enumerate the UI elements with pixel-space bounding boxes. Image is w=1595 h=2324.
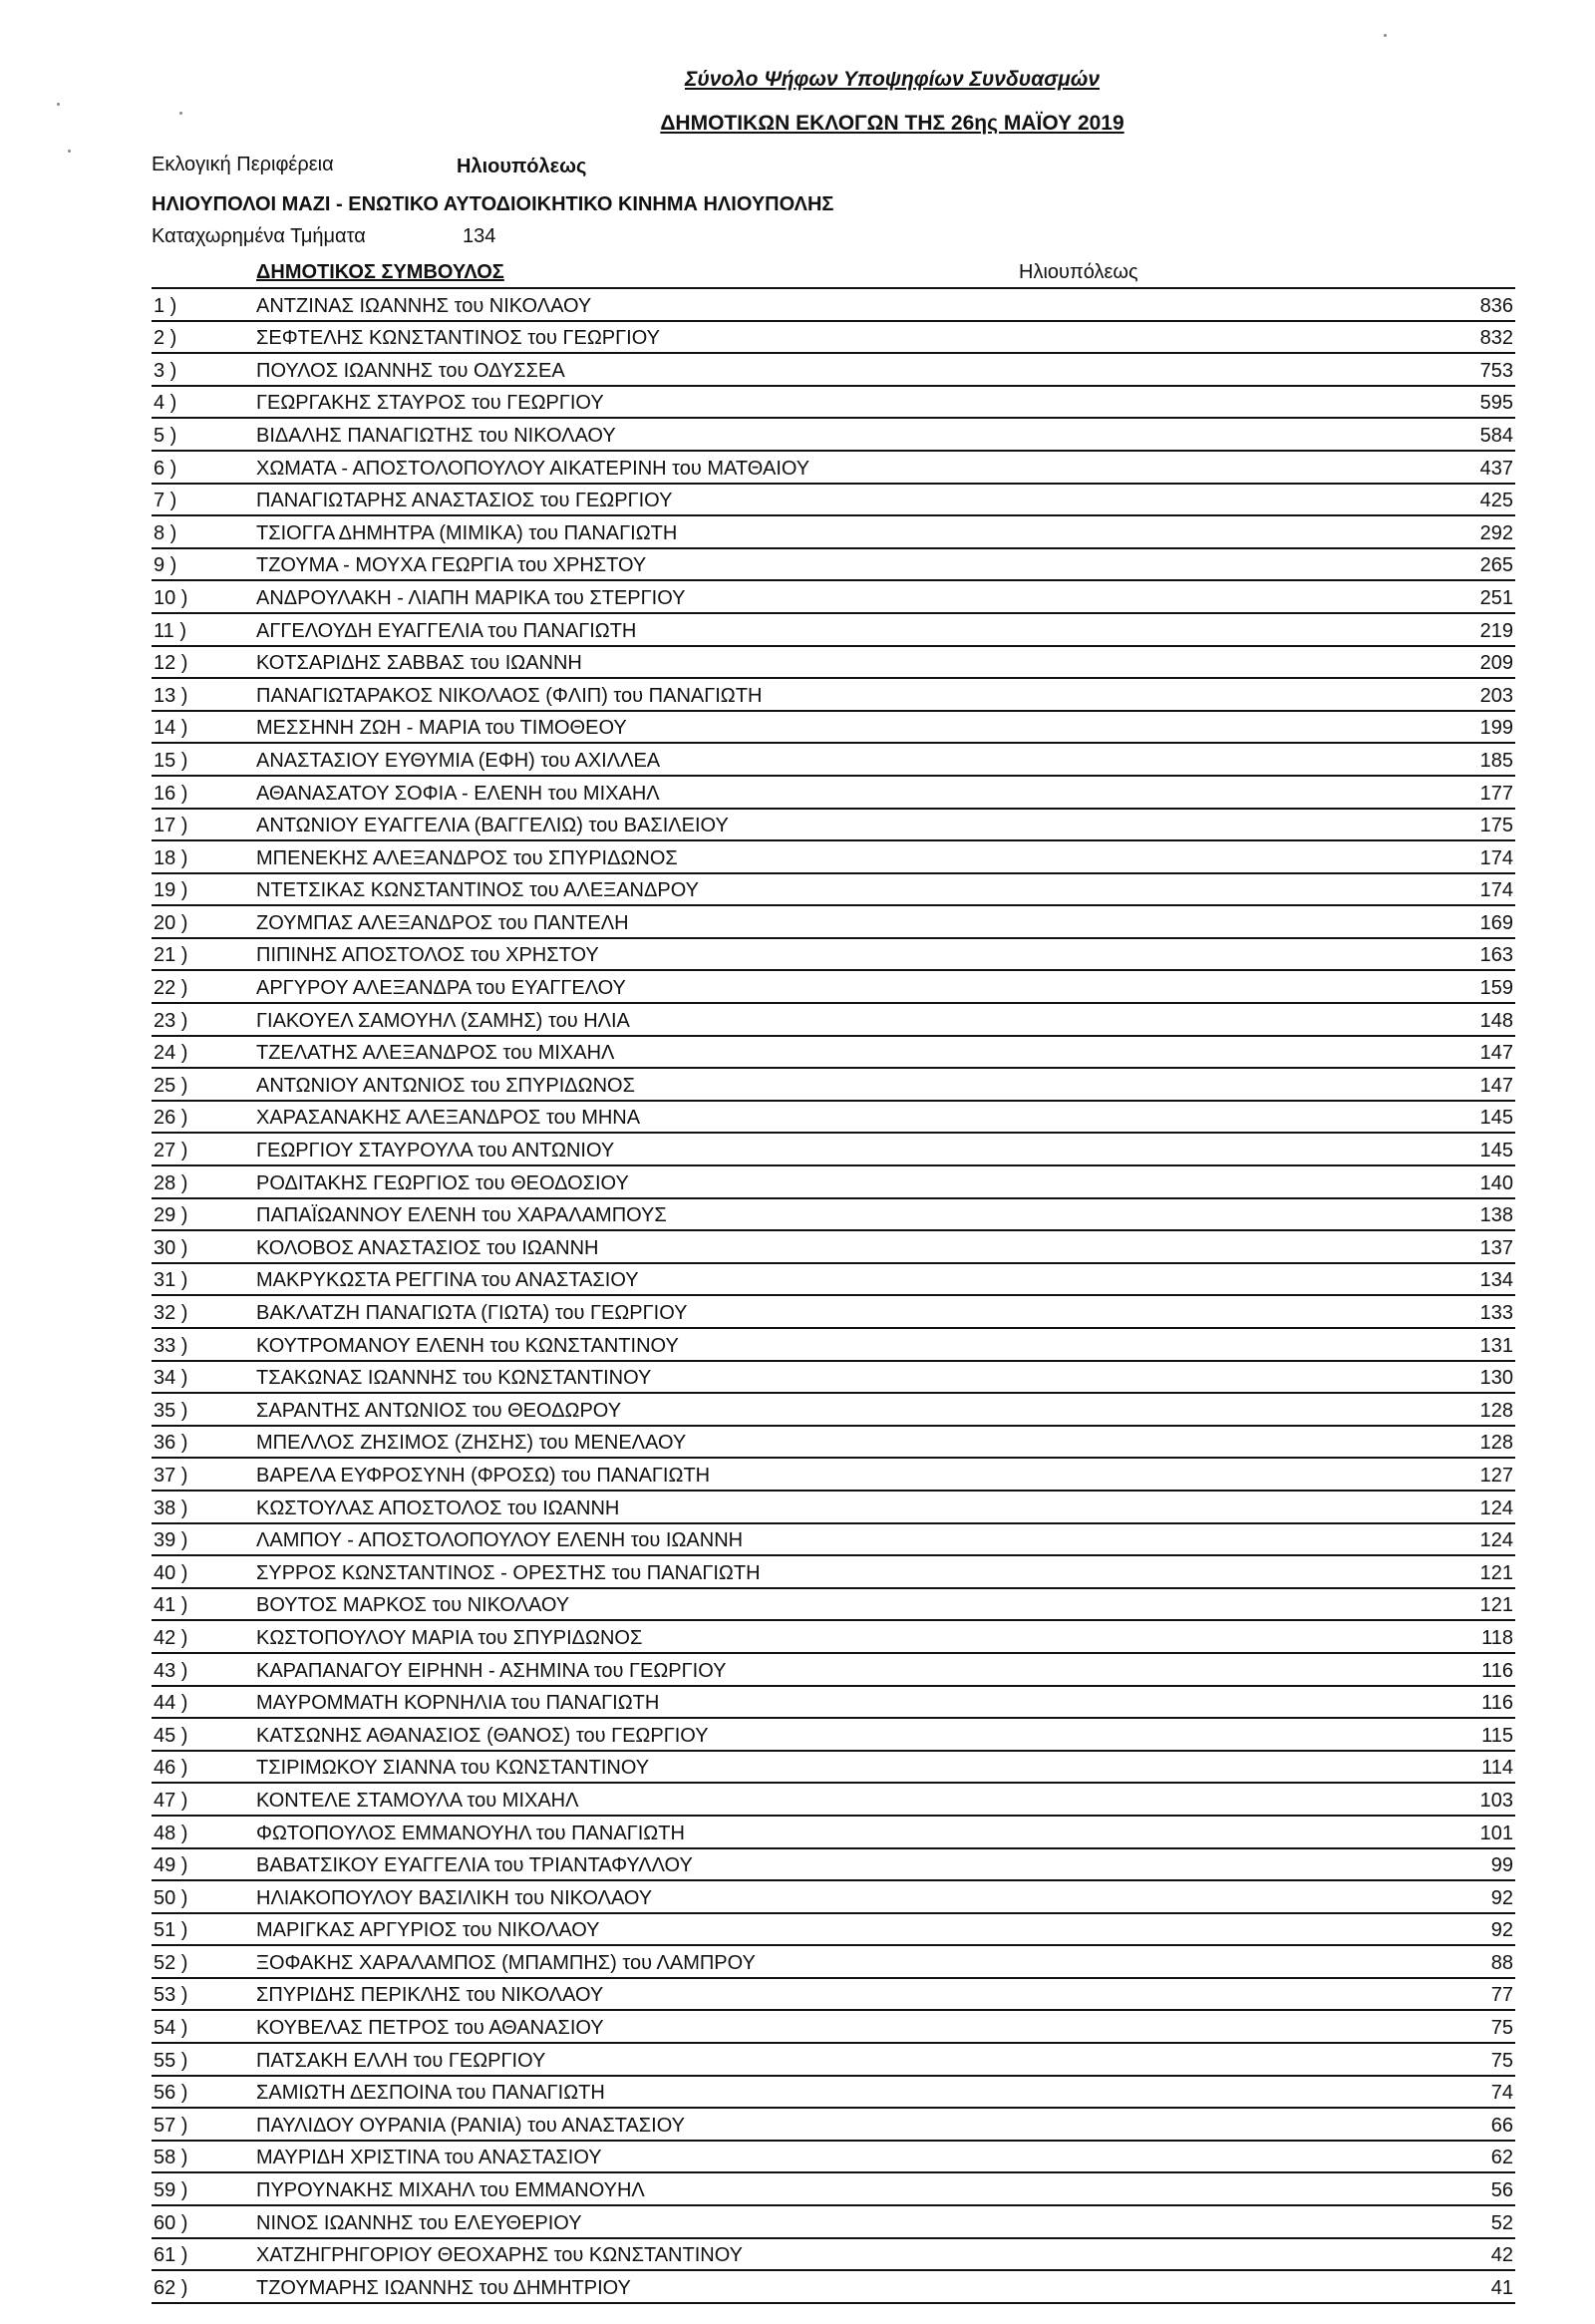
- candidate-name: ΚΑΤΣΩΝΗΣ ΑΘΑΝΑΣΙΟΣ (ΘΑΝΟΣ) του ΓΕΩΡΓΙΟΥ: [256, 1724, 709, 1747]
- vote-count: 174: [1479, 846, 1513, 869]
- table-row: [152, 1134, 1515, 1166]
- table-row: [152, 1264, 1515, 1297]
- row-number: 18 ): [154, 846, 188, 869]
- candidate-table: [152, 289, 1515, 2304]
- candidate-name: ΝΤΕΤΣΙΚΑΣ ΚΩΝΣΤΑΝΤΙΝΟΣ του ΑΛΕΞΑΝΔΡΟΥ: [256, 879, 699, 902]
- candidate-name: ΜΠΕΛΛΟΣ ΖΗΣΙΜΟΣ (ΖΗΣΗΣ) του ΜΕΝΕΛΑΟΥ: [256, 1432, 687, 1455]
- row-number: 38 ): [154, 1496, 188, 1519]
- table-row: [152, 2271, 1515, 2304]
- row-number: 61 ): [154, 2244, 188, 2267]
- vote-count: 99: [1490, 1854, 1513, 1877]
- row-number: 40 ): [154, 1561, 188, 1584]
- candidate-name: ΠΑΝΑΓΙΩΤΑΡΗΣ ΑΝΑΣΤΑΣΙΟΣ του ΓΕΩΡΓΙΟΥ: [256, 490, 673, 512]
- candidate-name: ΚΟΝΤΕΛΕ ΣΤΑΜΟΥΛΑ του ΜΙΧΑΗΛ: [256, 1789, 579, 1812]
- table-row: [152, 1524, 1515, 1557]
- candidate-name: ΣΑΡΑΝΤΗΣ ΑΝΤΩΝΙΟΣ του ΘΕΟΔΩΡΟΥ: [256, 1399, 622, 1422]
- candidate-name: ΜΠΕΝΕΚΗΣ ΑΛΕΞΑΝΔΡΟΣ του ΣΠΥΡΙΔΩΝΟΣ: [256, 846, 678, 869]
- candidate-name: ΓΙΑΚΟΥΕΛ ΣΑΜΟΥΗΛ (ΣΑΜΗΣ) του ΗΛΙΑ: [256, 1009, 630, 1032]
- vote-count: 101: [1479, 1822, 1513, 1844]
- table-row: [152, 1621, 1515, 1654]
- table-row: [152, 1329, 1515, 1362]
- vote-count: 75: [1490, 2017, 1513, 2040]
- vote-count: 203: [1479, 684, 1513, 707]
- table-row: [152, 1427, 1515, 1460]
- vote-count: 74: [1490, 2082, 1513, 2105]
- table-row: [152, 1199, 1515, 1232]
- table-row: [152, 679, 1515, 712]
- table-row: [152, 2239, 1515, 2272]
- district-value: Ηλιουπόλεως: [457, 156, 587, 177]
- vote-count: 437: [1479, 457, 1513, 480]
- vote-count: 77: [1490, 1984, 1513, 2007]
- vote-count: 52: [1490, 2211, 1513, 2234]
- candidate-name: ΤΣΙΟΓΓΑ ΔΗΜΗΤΡΑ (ΜΙΜΙΚΑ) του ΠΑΝΑΓΙΩΤΗ: [256, 521, 678, 544]
- candidate-name: ΠΟΥΛΟΣ ΙΩΑΝΝΗΣ του ΟΔΥΣΣΕΑ: [256, 359, 565, 382]
- row-number: 37 ): [154, 1464, 188, 1487]
- row-number: 55 ): [154, 2049, 188, 2072]
- row-number: 33 ): [154, 1334, 188, 1357]
- row-number: 58 ): [154, 2147, 188, 2169]
- row-number: 32 ): [154, 1302, 188, 1324]
- vote-count: 219: [1479, 619, 1513, 642]
- table-row: [152, 1492, 1515, 1524]
- table-row: [152, 1914, 1515, 1947]
- row-number: 48 ): [154, 1822, 188, 1844]
- vote-count: 41: [1490, 2276, 1513, 2299]
- row-number: 9 ): [154, 554, 177, 577]
- table-row: [152, 1069, 1515, 1102]
- vote-count: 175: [1479, 815, 1513, 837]
- table-row: [152, 1979, 1515, 2012]
- vote-count: 56: [1490, 2179, 1513, 2202]
- candidate-name: ΞΟΦΑΚΗΣ ΧΑΡΑΛΑΜΠΟΣ (ΜΠΑΜΠΗΣ) του ΛΑΜΠΡΟΥ: [256, 1951, 756, 1974]
- table-row: [152, 1589, 1515, 1622]
- candidate-name: ΜΑΡΙΓΚΑΣ ΑΡΓΥΡΙΟΣ του ΝΙΚΟΛΑΟΥ: [256, 1919, 600, 1942]
- vote-count: 169: [1479, 911, 1513, 934]
- candidate-name: ΒΑΡΕΛΑ ΕΥΦΡΟΣΥΝΗ (ΦΡΟΣΩ) του ΠΑΝΑΓΙΩΤΗ: [256, 1464, 711, 1487]
- vote-count: 121: [1479, 1594, 1513, 1617]
- candidate-name: ΚΟΤΣΑΡΙΔΗΣ ΣΑΒΒΑΣ του ΙΩΑΝΝΗ: [256, 652, 582, 675]
- table-row: [152, 1817, 1515, 1849]
- candidate-name: ΤΖΟΥΜΑ - ΜΟΥΧΑ ΓΕΩΡΓΙΑ του ΧΡΗΣΤΟΥ: [256, 554, 647, 577]
- vote-count: 124: [1479, 1496, 1513, 1519]
- vote-count: 88: [1490, 1951, 1513, 1974]
- vote-count: 62: [1490, 2147, 1513, 2169]
- vote-count: 174: [1479, 879, 1513, 902]
- vote-count: 92: [1490, 1919, 1513, 1942]
- vote-count: 128: [1479, 1399, 1513, 1422]
- candidate-name: ΤΣΙΡΙΜΩΚΟΥ ΣΙΑΝΝΑ του ΚΩΝΣΤΑΝΤΙΝΟΥ: [256, 1757, 650, 1780]
- candidate-name: ΡΟΔΙΤΑΚΗΣ ΓΕΩΡΓΙΟΣ του ΘΕΟΔΟΣΙΟΥ: [256, 1171, 629, 1194]
- row-number: 15 ): [154, 749, 188, 772]
- row-number: 28 ): [154, 1171, 188, 1194]
- scan-speck: [57, 103, 60, 106]
- vote-count: 124: [1479, 1529, 1513, 1552]
- vote-count: 159: [1479, 977, 1513, 1000]
- candidate-name: ΜΑΥΡΙΔΗ ΧΡΙΣΤΙΝΑ του ΑΝΑΣΤΑΣΙΟΥ: [256, 2147, 602, 2169]
- vote-count: 131: [1479, 1334, 1513, 1357]
- table-row: [152, 354, 1515, 387]
- table-row: [152, 1231, 1515, 1264]
- row-number: 19 ): [154, 879, 188, 902]
- table-row: [152, 971, 1515, 1004]
- candidate-name: ΑΓΓΕΛΟΥΔΗ ΕΥΑΓΓΕΛΙΑ του ΠΑΝΑΓΙΩΤΗ: [256, 619, 637, 642]
- row-number: 49 ): [154, 1854, 188, 1877]
- row-number: 20 ): [154, 911, 188, 934]
- row-number: 12 ): [154, 652, 188, 675]
- vote-count: 145: [1479, 1140, 1513, 1162]
- row-number: 22 ): [154, 977, 188, 1000]
- table-row: [152, 841, 1515, 874]
- column-header-votes: Ηλιουπόλεως: [1019, 261, 1138, 283]
- table-row: [152, 549, 1515, 582]
- row-number: 10 ): [154, 586, 188, 609]
- table-row: [152, 1719, 1515, 1752]
- row-number: 53 ): [154, 1984, 188, 2007]
- candidate-name: ΓΕΩΡΓΙΟΥ ΣΤΑΥΡΟΥΛΑ του ΑΝΤΩΝΙΟΥ: [256, 1140, 615, 1162]
- vote-count: 147: [1479, 1074, 1513, 1097]
- candidate-name: ΣΥΡΡΟΣ ΚΩΝΣΤΑΝΤΙΝΟΣ - ΟΡΕΣΤΗΣ του ΠΑΝΑΓΙΩΤΗ: [256, 1561, 761, 1584]
- table-row: [152, 2142, 1515, 2174]
- candidate-name: ΠΑΝΑΓΙΩΤΑΡΑΚΟΣ ΝΙΚΟΛΑΟΣ (ΦΛΙΠ) του ΠΑΝΑΓΙΩΤΗ: [256, 684, 763, 707]
- table-row: [152, 1459, 1515, 1492]
- row-number: 47 ): [154, 1789, 188, 1812]
- candidate-name: ΑΘΑΝΑΣΑΤΟΥ ΣΟΦΙΑ - ΕΛΕΝΗ του ΜΙΧΑΗΛ: [256, 782, 660, 805]
- vote-count: 130: [1479, 1367, 1513, 1390]
- vote-count: 140: [1479, 1171, 1513, 1194]
- row-number: 54 ): [154, 2017, 188, 2040]
- candidate-name: ΠΑΤΣΑΚΗ ΕΛΛΗ του ΓΕΩΡΓΙΟΥ: [256, 2049, 546, 2072]
- candidate-name: ΠΑΠΑΪΩΑΝΝΟΥ ΕΛΕΝΗ του ΧΑΡΑΛΑΜΠΟΥΣ: [256, 1204, 667, 1227]
- row-number: 1 ): [154, 294, 177, 317]
- table-header: [152, 259, 1515, 289]
- vote-count: 133: [1479, 1302, 1513, 1324]
- vote-count: 116: [1481, 1692, 1513, 1715]
- candidate-name: ΛΑΜΠΟΥ - ΑΠΟΣΤΟΛΟΠΟΥΛΟΥ ΕΛΕΝΗ του ΙΩΑΝΝΗ: [256, 1529, 744, 1552]
- vote-count: 128: [1479, 1432, 1513, 1455]
- candidate-name: ΤΣΑΚΩΝΑΣ ΙΩΑΝΝΗΣ του ΚΩΝΣΤΑΝΤΙΝΟΥ: [256, 1367, 652, 1390]
- row-number: 8 ): [154, 521, 177, 544]
- table-row: [152, 777, 1515, 810]
- row-number: 14 ): [154, 717, 188, 740]
- table-row: [152, 289, 1515, 322]
- row-number: 2 ): [154, 327, 177, 350]
- row-number: 13 ): [154, 684, 188, 707]
- vote-count: 137: [1479, 1236, 1513, 1259]
- row-number: 62 ): [154, 2276, 188, 2299]
- table-row: [152, 322, 1515, 355]
- table-row: [152, 485, 1515, 517]
- candidate-name: ΚΩΣΤΟΠΟΥΛΟΥ ΜΑΡΙΑ του ΣΠΥΡΙΔΩΝΟΣ: [256, 1626, 643, 1649]
- document-subtitle: ΔΗΜΟΤΙΚΩΝ ΕΚΛΟΓΩΝ ΤΗΣ 26ης ΜΑΪΟΥ 2019: [660, 112, 1124, 135]
- vote-count: 66: [1490, 2114, 1513, 2137]
- row-number: 45 ): [154, 1724, 188, 1747]
- row-number: 3 ): [154, 359, 177, 382]
- candidate-name: ΚΟΥΒΕΛΑΣ ΠΕΤΡΟΣ του ΑΘΑΝΑΣΙΟΥ: [256, 2017, 604, 2040]
- row-number: 6 ): [154, 457, 177, 480]
- coalition-name: ΗΛΙΟΥΠΟΛΟΙ ΜΑΖΙ - ΕΝΩΤΙΚΟ ΑΥΤΟΔΙΟΙΚΗΤΙΚΟ ΚΙΝΗΜΑ ΗΛΙΟΥΠΟΛΗΣ: [152, 193, 834, 215]
- candidate-name: ΠΙΠΙΝΗΣ ΑΠΟΣΤΟΛΟΣ του ΧΡΗΣΤΟΥ: [256, 944, 599, 967]
- candidate-name: ΒΟΥΤΟΣ ΜΑΡΚΟΣ του ΝΙΚΟΛΑΟΥ: [256, 1594, 570, 1617]
- vote-count: 134: [1479, 1269, 1513, 1292]
- row-number: 23 ): [154, 1009, 188, 1032]
- candidate-name: ΚΩΣΤΟΥΛΑΣ ΑΠΟΣΤΟΛΟΣ του ΙΩΑΝΝΗ: [256, 1496, 620, 1519]
- vote-count: 148: [1479, 1009, 1513, 1032]
- vote-count: 118: [1481, 1626, 1513, 1649]
- table-row: [152, 1037, 1515, 1070]
- table-row: [152, 906, 1515, 939]
- candidate-name: ΧΑΤΖΗΓΡΗΓΟΡΙΟΥ ΘΕΟΧΑΡΗΣ του ΚΩΝΣΤΑΝΤΙΝΟΥ: [256, 2244, 743, 2267]
- candidate-name: ΜΑΥΡΟΜΜΑΤΗ ΚΟΡΝΗΛΙΑ του ΠΑΝΑΓΙΩΤΗ: [256, 1692, 660, 1715]
- row-number: 30 ): [154, 1236, 188, 1259]
- candidate-name: ΒΑΒΑΤΣΙΚΟΥ ΕΥΑΓΓΕΛΙΑ του ΤΡΙΑΝΤΑΦΥΛΛΟΥ: [256, 1854, 693, 1877]
- vote-count: 185: [1479, 749, 1513, 772]
- row-number: 11 ): [154, 619, 186, 642]
- table-row: [152, 1102, 1515, 1135]
- vote-count: 116: [1481, 1659, 1513, 1682]
- row-number: 21 ): [154, 944, 188, 967]
- row-number: 56 ): [154, 2082, 188, 2105]
- document-title: Σύνολο Ψήφων Υποψηφίων Συνδυασμών: [684, 68, 1101, 91]
- candidate-name: ΜΕΣΣΗΝΗ ΖΩΗ - ΜΑΡΙΑ του ΤΙΜΟΘΕΟΥ: [256, 717, 627, 740]
- vote-count: 103: [1479, 1789, 1513, 1812]
- table-row: [152, 874, 1515, 907]
- row-number: 57 ): [154, 2114, 188, 2137]
- candidate-name: ΚΟΛΟΒΟΣ ΑΝΑΣΤΑΣΙΟΣ του ΙΩΑΝΝΗ: [256, 1236, 599, 1259]
- row-number: 29 ): [154, 1204, 188, 1227]
- vote-count: 832: [1479, 327, 1513, 350]
- column-header-councillor: ΔΗΜΟΤΙΚΟΣ ΣΥΜΒΟΥΛΟΣ: [256, 261, 504, 283]
- vote-count: 251: [1479, 586, 1513, 609]
- vote-count: 209: [1479, 652, 1513, 675]
- vote-count: 115: [1481, 1724, 1513, 1747]
- table-row: [152, 2206, 1515, 2239]
- table-row: [152, 1394, 1515, 1427]
- candidate-name: ΑΡΓΥΡΟΥ ΑΛΕΞΑΝΔΡΑ του ΕΥΑΓΓΕΛΟΥ: [256, 977, 626, 1000]
- candidate-name: ΜΑΚΡΥΚΩΣΤΑ ΡΕΓΓΙΝΑ του ΑΝΑΣΤΑΣΙΟΥ: [256, 1269, 639, 1292]
- vote-count: 177: [1479, 782, 1513, 805]
- vote-count: 121: [1479, 1561, 1513, 1584]
- candidate-name: ΦΩΤΟΠΟΥΛΟΣ ΕΜΜΑΝΟΥΗΛ του ΠΑΝΑΓΙΩΤΗ: [256, 1822, 685, 1844]
- vote-count: 836: [1479, 294, 1513, 317]
- row-number: 60 ): [154, 2211, 188, 2234]
- row-number: 24 ): [154, 1042, 188, 1065]
- table-row: [152, 1784, 1515, 1817]
- candidate-name: ΑΝΤΩΝΙΟΥ ΕΥΑΓΓΕΛΙΑ (ΒΑΓΓΕΛΙΩ) του ΒΑΣΙΛΕΙΟΥ: [256, 815, 729, 837]
- candidate-name: ΑΝΔΡΟΥΛΑΚΗ - ΛΙΑΠΗ ΜΑΡΙΚΑ του ΣΤΕΡΓΙΟΥ: [256, 586, 686, 609]
- table-row: [152, 744, 1515, 777]
- row-number: 59 ): [154, 2179, 188, 2202]
- table-row: [152, 939, 1515, 972]
- candidate-name: ΧΩΜΑΤΑ - ΑΠΟΣΤΟΛΟΠΟΥΛΟΥ ΑΙΚΑΤΕΡΙΝΗ του ΜΑΤΘΑΙΟΥ: [256, 457, 810, 480]
- sections-value: 134: [463, 225, 496, 247]
- table-row: [152, 1849, 1515, 1882]
- row-number: 31 ): [154, 1269, 188, 1292]
- row-number: 51 ): [154, 1919, 188, 1942]
- table-row: [152, 1752, 1515, 1785]
- candidate-name: ΑΝΤΩΝΙΟΥ ΑΝΤΩΝΙΟΣ του ΣΠΥΡΙΔΩΝΟΣ: [256, 1074, 635, 1097]
- table-row: [152, 516, 1515, 549]
- candidate-name: ΣΑΜΙΩΤΗ ΔΕΣΠΟΙΝΑ του ΠΑΝΑΓΙΩΤΗ: [256, 2082, 605, 2105]
- candidate-name: ΚΑΡΑΠΑΝΑΓΟΥ ΕΙΡΗΝΗ - ΑΣΗΜΙΝΑ του ΓΕΩΡΓΙΟΥ: [256, 1659, 727, 1682]
- table-row: [152, 452, 1515, 485]
- vote-count: 199: [1479, 717, 1513, 740]
- district-label: Εκλογική Περιφέρεια: [152, 154, 334, 175]
- table-row: [152, 647, 1515, 680]
- candidate-name: ΖΟΥΜΠΑΣ ΑΛΕΞΑΝΔΡΟΣ του ΠΑΝΤΕΛΗ: [256, 911, 629, 934]
- vote-count: 138: [1479, 1204, 1513, 1227]
- row-number: 44 ): [154, 1692, 188, 1715]
- table-row: [152, 419, 1515, 452]
- row-number: 39 ): [154, 1529, 188, 1552]
- row-number: 17 ): [154, 815, 188, 837]
- row-number: 34 ): [154, 1367, 188, 1390]
- vote-count: 584: [1479, 424, 1513, 447]
- row-number: 35 ): [154, 1399, 188, 1422]
- vote-count: 425: [1479, 490, 1513, 512]
- candidate-name: ΚΟΥΤΡΟΜΑΝΟΥ ΕΛΕΝΗ του ΚΩΝΣΤΑΝΤΙΝΟΥ: [256, 1334, 679, 1357]
- candidate-name: ΒΑΚΛΑΤΖΗ ΠΑΝΑΓΙΩΤΑ (ΓΙΩΤΑ) του ΓΕΩΡΓΙΟΥ: [256, 1302, 688, 1324]
- candidate-name: ΑΝΤΖΙΝΑΣ ΙΩΑΝΝΗΣ του ΝΙΚΟΛΑΟΥ: [256, 294, 592, 317]
- table-row: [152, 2011, 1515, 2044]
- table-row: [152, 387, 1515, 420]
- vote-count: 292: [1479, 521, 1513, 544]
- row-number: 16 ): [154, 782, 188, 805]
- row-number: 41 ): [154, 1594, 188, 1617]
- table-row: [152, 1556, 1515, 1589]
- candidate-name: ΧΑΡΑΣΑΝΑΚΗΣ ΑΛΕΞΑΝΔΡΟΣ του ΜΗΝΑ: [256, 1107, 641, 1130]
- candidate-name: ΝΙΝΟΣ ΙΩΑΝΝΗΣ του ΕΛΕΥΘΕΡΙΟΥ: [256, 2211, 582, 2234]
- table-row: [152, 1004, 1515, 1037]
- scan-speck: [68, 150, 71, 153]
- vote-count: 127: [1479, 1464, 1513, 1487]
- row-number: 42 ): [154, 1626, 188, 1649]
- row-number: 43 ): [154, 1659, 188, 1682]
- vote-count: 753: [1479, 359, 1513, 382]
- row-number: 5 ): [154, 424, 177, 447]
- table-row: [152, 810, 1515, 842]
- table-row: [152, 1362, 1515, 1395]
- candidate-name: ΠΥΡΟΥΝΑΚΗΣ ΜΙΧΑΗΛ του ΕΜΜΑΝΟΥΗΛ: [256, 2179, 645, 2202]
- row-number: 52 ): [154, 1951, 188, 1974]
- table-row: [152, 1687, 1515, 1720]
- table-row: [152, 2173, 1515, 2206]
- vote-count: 114: [1481, 1757, 1513, 1780]
- table-row: [152, 1946, 1515, 1979]
- row-number: 4 ): [154, 392, 177, 415]
- vote-count: 92: [1490, 1886, 1513, 1909]
- candidate-name: ΣΠΥΡΙΔΗΣ ΠΕΡΙΚΛΗΣ του ΝΙΚΟΛΑΟΥ: [256, 1984, 604, 2007]
- table-row: [152, 614, 1515, 647]
- table-row: [152, 1296, 1515, 1329]
- candidate-name: ΑΝΑΣΤΑΣΙΟΥ ΕΥΘΥΜΙΑ (ΕΦΗ) του ΑΧΙΛΛΕΑ: [256, 749, 661, 772]
- row-number: 25 ): [154, 1074, 188, 1097]
- row-number: 50 ): [154, 1886, 188, 1909]
- vote-count: 595: [1479, 392, 1513, 415]
- table-row: [152, 2077, 1515, 2110]
- row-number: 36 ): [154, 1432, 188, 1455]
- vote-count: 75: [1490, 2049, 1513, 2072]
- candidate-name: ΣΕΦΤΕΛΗΣ ΚΩΝΣΤΑΝΤΙΝΟΣ του ΓΕΩΡΓΙΟΥ: [256, 327, 660, 350]
- candidate-name: ΓΕΩΡΓΑΚΗΣ ΣΤΑΥΡΟΣ του ΓΕΩΡΓΙΟΥ: [256, 392, 604, 415]
- vote-count: 145: [1479, 1107, 1513, 1130]
- row-number: 26 ): [154, 1107, 188, 1130]
- candidate-name: ΗΛΙΑΚΟΠΟΥΛΟΥ ΒΑΣΙΛΙΚΗ του ΝΙΚΟΛΑΟΥ: [256, 1886, 653, 1909]
- candidate-name: ΠΑΥΛΙΔΟΥ ΟΥΡΑΝΙΑ (ΡΑΝΙΑ) του ΑΝΑΣΤΑΣΙΟΥ: [256, 2114, 685, 2137]
- table-row: [152, 1166, 1515, 1199]
- row-number: 27 ): [154, 1140, 188, 1162]
- candidate-name: ΤΖΕΛΑΤΗΣ ΑΛΕΞΑΝΔΡΟΣ του ΜΙΧΑΗΛ: [256, 1042, 615, 1065]
- candidate-name: ΒΙΔΑΛΗΣ ΠΑΝΑΓΙΩΤΗΣ του ΝΙΚΟΛΑΟΥ: [256, 424, 616, 447]
- vote-count: 42: [1490, 2244, 1513, 2267]
- table-row: [152, 2044, 1515, 2077]
- row-number: 7 ): [154, 490, 177, 512]
- table-row: [152, 1881, 1515, 1914]
- row-number: 46 ): [154, 1757, 188, 1780]
- candidate-name: ΤΖΟΥΜΑΡΗΣ ΙΩΑΝΝΗΣ του ΔΗΜΗΤΡΙΟΥ: [256, 2276, 631, 2299]
- vote-count: 147: [1479, 1042, 1513, 1065]
- table-row: [152, 2109, 1515, 2142]
- table-row: [152, 712, 1515, 745]
- vote-count: 163: [1479, 944, 1513, 967]
- table-row: [152, 581, 1515, 614]
- table-row: [152, 1654, 1515, 1687]
- sections-label: Καταχωρημένα Τμήματα: [152, 225, 366, 247]
- scan-speck: [1384, 34, 1387, 37]
- vote-count: 265: [1479, 554, 1513, 577]
